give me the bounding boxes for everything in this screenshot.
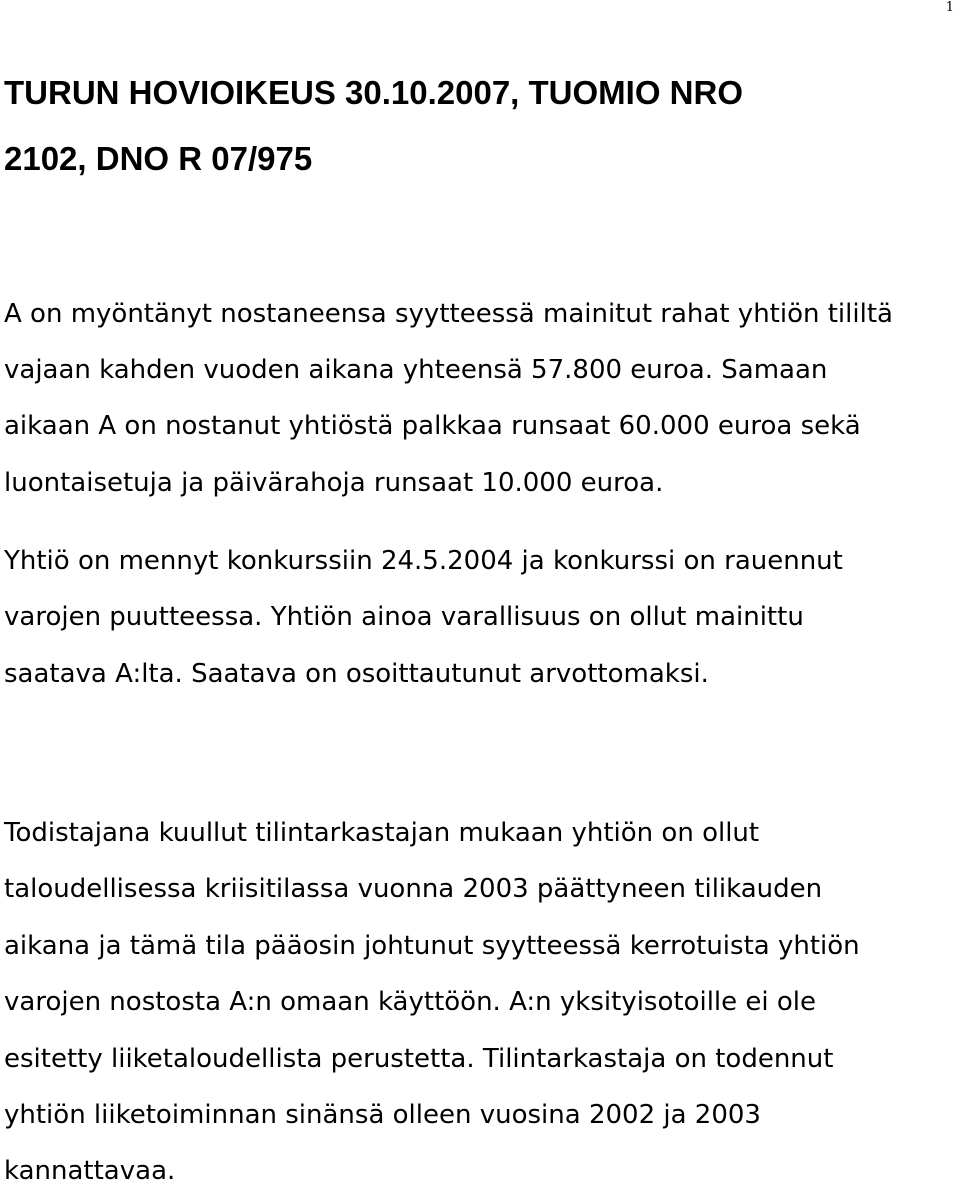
paragraph-line: Yhtiö on mennyt konkurssiin 24.5.2004 ja konkurssi on rauennut: [4, 546, 843, 576]
paragraph-line: taloudellisessa kriisitilassa vuonna 2003 päättyneen tilikauden: [4, 874, 823, 904]
paragraph-line: varojen puutteessa. Yhtiön ainoa varallisuus on ollut mainittu: [4, 602, 804, 632]
paragraph-line: A on myöntänyt nostaneensa syytteessä mainitut rahat yhtiön tililtä: [4, 299, 893, 329]
paragraph-line: varojen nostosta A:n omaan käyttöön. A:n yksityisotoille ei ole: [4, 987, 817, 1017]
paragraph-line: vajaan kahden vuoden aikana yhteensä 57.800 euroa. Samaan: [4, 355, 828, 385]
document-title-line-1: TURUN HOVIOIKEUS 30.10.2007, TUOMIO NRO: [4, 74, 744, 111]
paragraph-line: yhtiön liiketoiminnan sinänsä olleen vuosina 2002 ja 2003: [4, 1100, 761, 1130]
paragraph-line: kannattavaa.: [4, 1156, 176, 1186]
paragraph-line: aikana ja tämä tila pääosin johtunut syytteessä kerrotuista yhtiön: [4, 931, 860, 961]
document-title-line-2: 2102, DNO R 07/975: [4, 140, 313, 177]
paragraph-line: Todistajana kuullut tilintarkastajan mukaan yhtiön on ollut: [4, 818, 760, 848]
paragraph-line: esitetty liiketaloudellista perustetta. Tilintarkastaja on todennut: [4, 1044, 834, 1074]
page-number: 1: [945, 0, 954, 15]
document-title: [4, 60, 944, 192]
paragraph-line: aikaan A on nostanut yhtiöstä palkkaa runsaat 60.000 euroa sekä: [4, 411, 861, 441]
paragraph-line: luontaisetuja ja päivärahoja runsaat 10.000 euroa.: [4, 468, 664, 498]
paragraph-line: saatava A:lta. Saatava on osoittautunut arvottomaksi.: [4, 659, 709, 689]
